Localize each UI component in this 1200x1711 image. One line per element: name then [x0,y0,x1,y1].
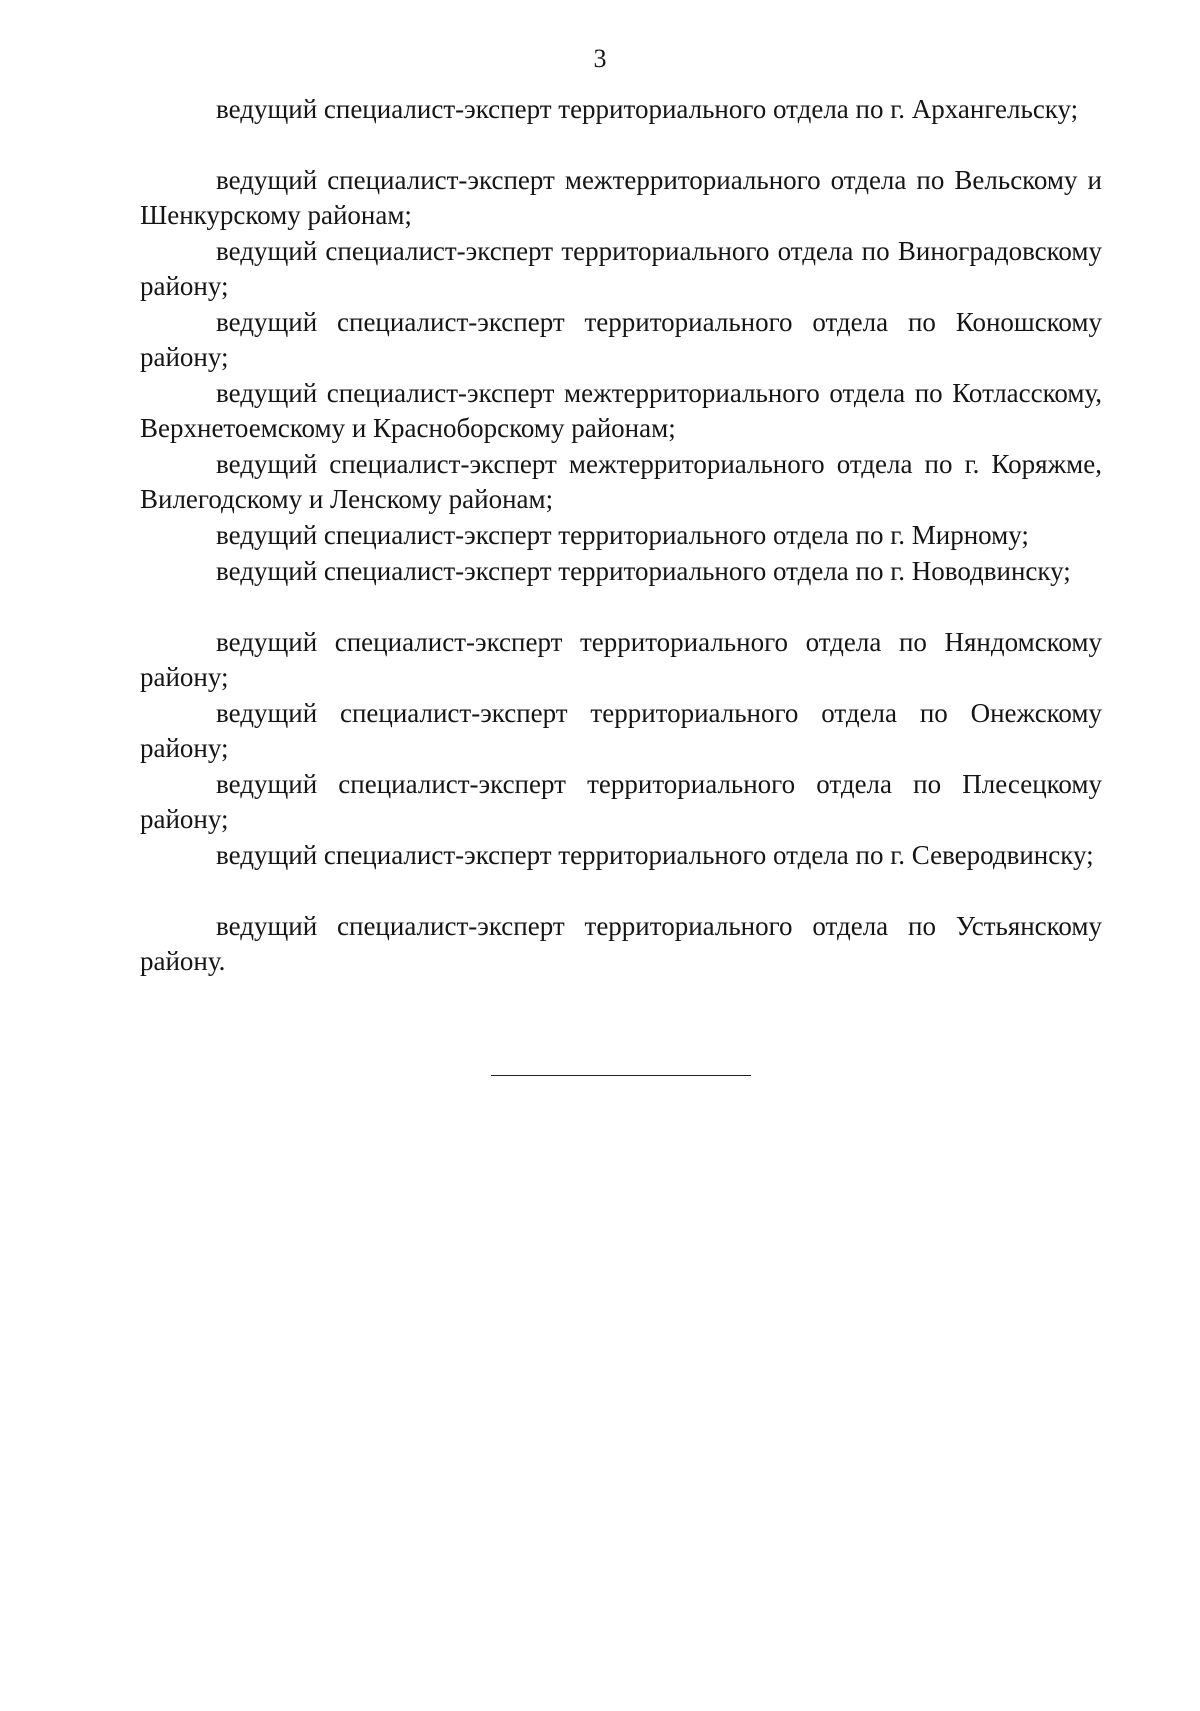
list-item-severodvinsk: ведущий специалист-эксперт территориального отдела по г. Северодвинску; [216,840,1094,870]
list-item-mirny: ведущий специалист-эксперт территориального отдела по г. Мирному; [216,520,1029,550]
page-number: 3 [593,44,607,73]
list-item-vinogradovo: ведущий специалист-эксперт территориального отдела по Виноградовскому району; [140,236,1102,301]
list-item-kotlas: ведущий специалист-эксперт межтерриториального отдела по Котласскому, Верхнетоемскому и Красноборскому районам; [140,378,1102,443]
list-item-ustya: ведущий специалист-эксперт территориального отдела по Устьянскому району. [140,911,1102,976]
list-item-novodvinsk: ведущий специалист-эксперт территориального отдела по г. Новодвинску; [216,556,1071,586]
end-of-document-rule [491,1075,751,1076]
list-item-arkhangelsk: ведущий специалист-эксперт территориального отдела по г. Архангельску; [216,94,1079,124]
list-item-velsk: ведущий специалист-эксперт межтерриториального отдела по Вельскому и Шенкурскому районам; [140,165,1102,230]
list-item-plesetsk: ведущий специалист-эксперт территориального отдела по Плесецкому району; [140,769,1102,834]
list-item-konosha: ведущий специалист-эксперт территориального отдела по Коношскому району; [140,307,1102,372]
list-item-koryazhma: ведущий специалист-эксперт межтерриториального отдела по г. Коряжме, Вилегодскому и Ленскому районам; [140,449,1102,514]
list-item-nyandoma: ведущий специалист-эксперт территориального отдела по Няндомскому району; [140,627,1102,692]
list-item-onega: ведущий специалист-эксперт территориального отдела по Онежскому району; [140,698,1102,763]
position-list [140,92,1102,980]
